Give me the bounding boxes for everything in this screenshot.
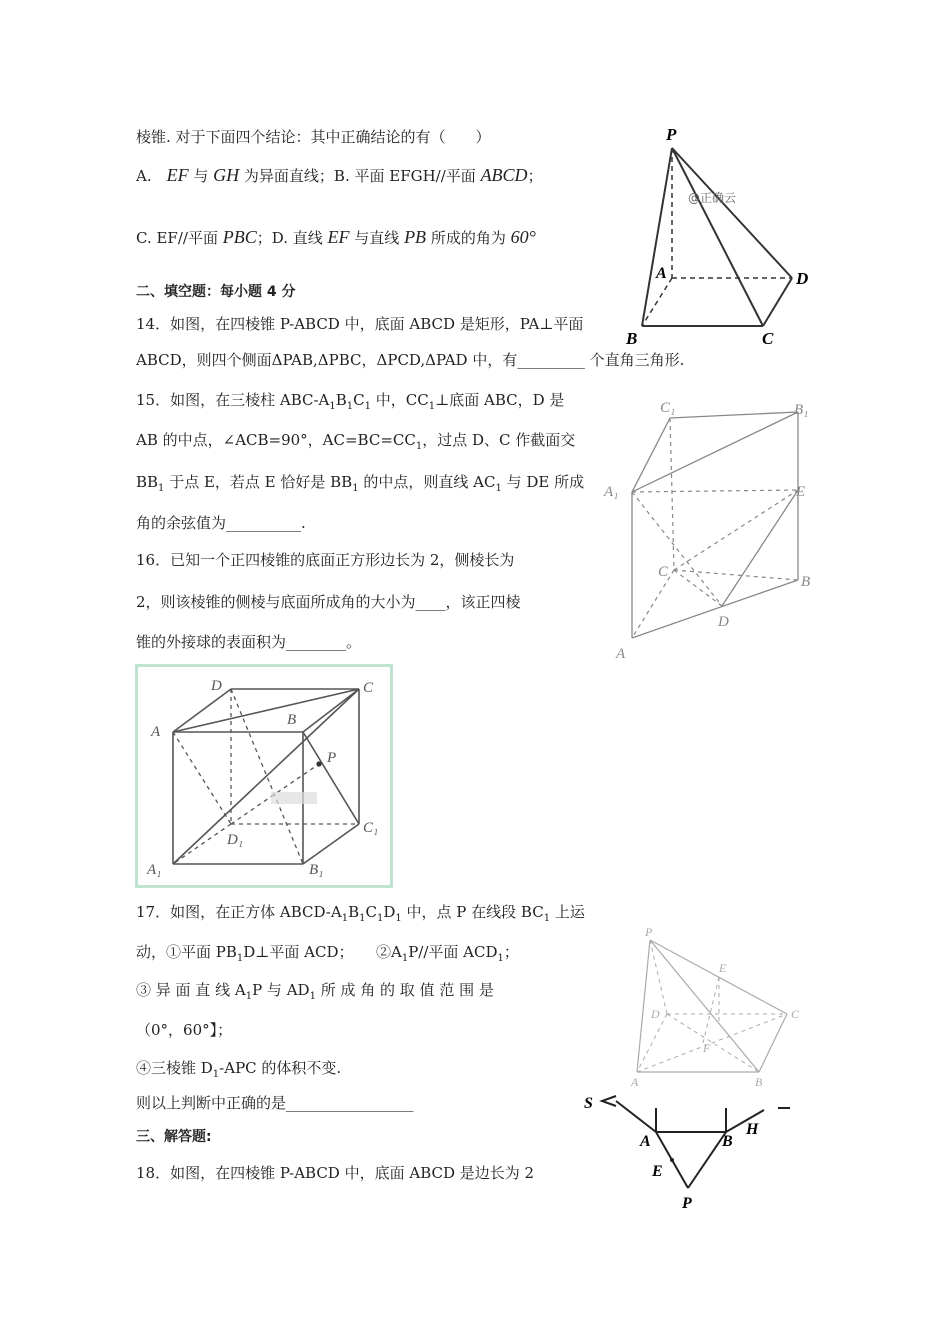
q17-line1: 17．如图，在正方体 ABCD-$A_1B_1C_1D_1$ 中，点 P 在线段 $BC_1$ 上运 — [136, 903, 585, 924]
fig2-label-c1: C₁ — [660, 400, 676, 416]
fig3-label-b1: B₁ — [309, 862, 324, 878]
fig5-label-e: E — [652, 1163, 663, 1180]
q17-line2: 动，①平面 $PB_1D\perp$平面 ACD； $②A_1P//$平面 $ACD_1$； — [136, 943, 519, 964]
section-fill-in-heading: 二、填空题：每小题 4 分 — [136, 284, 296, 300]
fig3-label-d: D — [211, 678, 222, 694]
q13-options-cd: C. EF//平面 PBC；D. 直线 EF 与直线 PB 所成的角为 60° — [136, 227, 536, 247]
fig4-label-e: E — [719, 961, 727, 975]
fig4-label-a: A — [631, 1075, 639, 1089]
figure-net-diagram — [580, 1088, 795, 1213]
q15-line2: AB 的中点，∠ACB=90°，$AC=BC=CC_1$，过点 D、C 作截面交 — [136, 431, 576, 452]
fig3-label-c1: C₁ — [363, 820, 379, 836]
fig1-label-c: C — [762, 329, 774, 348]
fig5-label-b: B — [722, 1133, 733, 1150]
fig2-label-b1: B₁ — [794, 402, 809, 418]
fig1-watermark: @正确云 — [688, 191, 737, 205]
fig4-label-p: P — [645, 925, 653, 939]
fig3-label-a1: A₁ — [147, 862, 162, 878]
fig2-label-a: A — [616, 646, 626, 662]
q14-line1: 14．如图，在四棱锥 P-ABCD 中，底面 ABCD 是矩形，PA⊥平面 — [136, 315, 584, 333]
q14-line2: ABCD，则四个侧面ΔPAB,ΔPBC，ΔPCD,ΔPAD 中，有_________ 个直角三角形. — [136, 351, 685, 369]
fig1-label-p: P — [666, 125, 677, 144]
figure-pyramid-pabcd — [620, 120, 820, 350]
fig2-label-e: E — [796, 484, 806, 500]
fig3-label-a: A — [151, 724, 161, 740]
fig4-label-d: D — [651, 1007, 660, 1021]
q16-line1: 16．已知一个正四棱锥的底面正方形边长为 2，侧棱长为 — [136, 551, 515, 569]
fig5-label-p: P — [682, 1195, 692, 1212]
q17-line3: ③ 异 面 直 线 $A_1P$ 与 $AD_1$ 所 成 角 的 取 值 范 围 是 — [136, 981, 494, 1002]
fig4-label-f: F — [703, 1041, 711, 1055]
q17-line5: ④三棱锥 $D_1$-APC 的体积不变. — [136, 1059, 342, 1080]
fig2-label-d: D — [718, 614, 729, 630]
fig3-label-d1: D₁ — [227, 832, 244, 848]
q13-options-ab: A. EF 与 GH 为异面直线；B. 平面 EFGH//平面 ABCD； — [136, 165, 543, 185]
q16-line2: 2，则该棱锥的侧棱与底面所成角的大小为____，该正四棱 — [136, 593, 521, 611]
fig1-label-b: B — [626, 329, 638, 348]
q15-line1: 15．如图，在三棱柱 ABC-$A_1B_1C_1$ 中，$CC_1\perp$底面 ABC，D 是 — [136, 391, 565, 412]
fig3-label-b: B — [287, 712, 297, 728]
fig1-label-a: A — [656, 265, 667, 282]
figure-triangular-prism — [598, 392, 823, 667]
q18-line1: 18．如图，在四棱锥 P-ABCD 中，底面 ABCD 是边长为 2 — [136, 1164, 535, 1182]
q13-stem: 棱锥. 对于下面四个结论：其中正确结论的有（ ） — [136, 128, 491, 146]
fig2-label-c: C — [658, 564, 669, 580]
figure-faint-pyramid — [625, 922, 815, 1092]
fig2-label-a1: A₁ — [604, 484, 619, 500]
fig5-label-a: A — [640, 1133, 651, 1150]
section-solution-heading: 三、解答题: — [136, 1129, 212, 1145]
fig5-label-h: H — [746, 1121, 759, 1138]
q17-line6: 则以上判断中正确的是_________________ — [136, 1094, 414, 1112]
fig3-label-c: C — [363, 680, 374, 696]
q15-line3: $BB_1$ 于点 E，若点 E 恰好是 $BB_1$ 的中点，则直线 $AC_1$ 与 DE 所成 — [136, 473, 585, 494]
figure-cube — [135, 664, 393, 888]
fig1-label-d: D — [796, 269, 809, 288]
fig5-label-s: S — [584, 1095, 593, 1112]
q15-line4: 角的余弦值为__________. — [136, 514, 306, 532]
fig4-label-c: C — [791, 1007, 800, 1021]
q17-line4: （0°，60°】； — [136, 1021, 233, 1039]
fig2-label-b: B — [801, 574, 811, 590]
fig4-label-b: B — [755, 1075, 763, 1089]
fig3-label-p: P — [327, 750, 337, 766]
q16-line3: 锥的外接球的表面积为________。 — [136, 633, 362, 651]
